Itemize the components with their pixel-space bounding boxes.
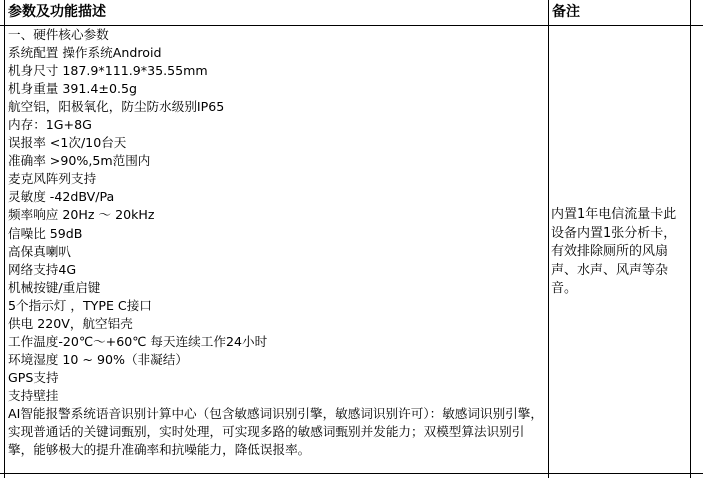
spec-line: 误报率 <1次/10台天 — [8, 135, 127, 151]
spec-line: 一、硬件核心参数 — [8, 27, 109, 42]
spec-line: 系统配置 操作系统Android — [8, 45, 162, 61]
spec-line: 内存：1G+8G — [8, 117, 92, 133]
spec-line: 供电 220V，航空铝壳 — [8, 315, 133, 331]
notes-cell: 内置1年电信流量卡此设备内置1张分析卡，有效排除厕所的风扇声、水声、风声等杂音。 — [551, 207, 677, 296]
spec-line: 高保真喇叭 — [8, 243, 71, 259]
spec-line: 信噪比 59dB — [8, 225, 83, 241]
ai-engine-description: AI智能报警系统语音识别计算中心（包含敏感词识别引擎，敏感词识别许可）：敏感词识别引擎，实现普通话的关键词甄别，实时处理，可实现多路的敏感词甄别并发能力；双模型算法识别引擎，能够极大的提升准确率和抗噪能力，降低误报率。 — [8, 405, 543, 458]
header-notes: 备注 — [552, 4, 580, 20]
spec-line: 航空铝，阳极氧化，防尘防水级别IP65 — [8, 99, 225, 115]
spec-line: 环境湿度 10 ~ 90%（非凝结） — [8, 351, 188, 367]
table-border-left — [4, 0, 5, 478]
table-border-bottom — [0, 473, 703, 474]
spec-line: 灵敏度 -42dBV/Pa — [8, 189, 115, 205]
spec-line: 5个指示灯 ，TYPE C接口 — [8, 297, 152, 313]
spec-line: 支持壁挂 — [8, 387, 59, 403]
spec-line: 机身重量 391.4±0.5g — [8, 81, 138, 97]
spec-line: 频率响应 20Hz ～ 20kHz — [8, 207, 155, 223]
spec-line: 机械按键/重启键 — [8, 279, 101, 295]
header-params: 参数及功能描述 — [8, 4, 106, 20]
spec-line: 准确率 >90%,5m范围内 — [8, 153, 151, 169]
spec-line: 工作温度-20℃～+60℃ 每天连续工作24小时 — [8, 333, 268, 349]
params-cell — [8, 26, 546, 459]
column-divider — [548, 0, 549, 478]
spec-line: 机身尺寸 187.9*111.9*35.55mm — [8, 63, 208, 79]
spec-line: 麦克风阵列支持 — [8, 171, 97, 187]
spec-line: 网络支持4G — [8, 261, 77, 277]
spec-line: GPS支持 — [8, 369, 59, 385]
table-border-right — [690, 0, 691, 478]
